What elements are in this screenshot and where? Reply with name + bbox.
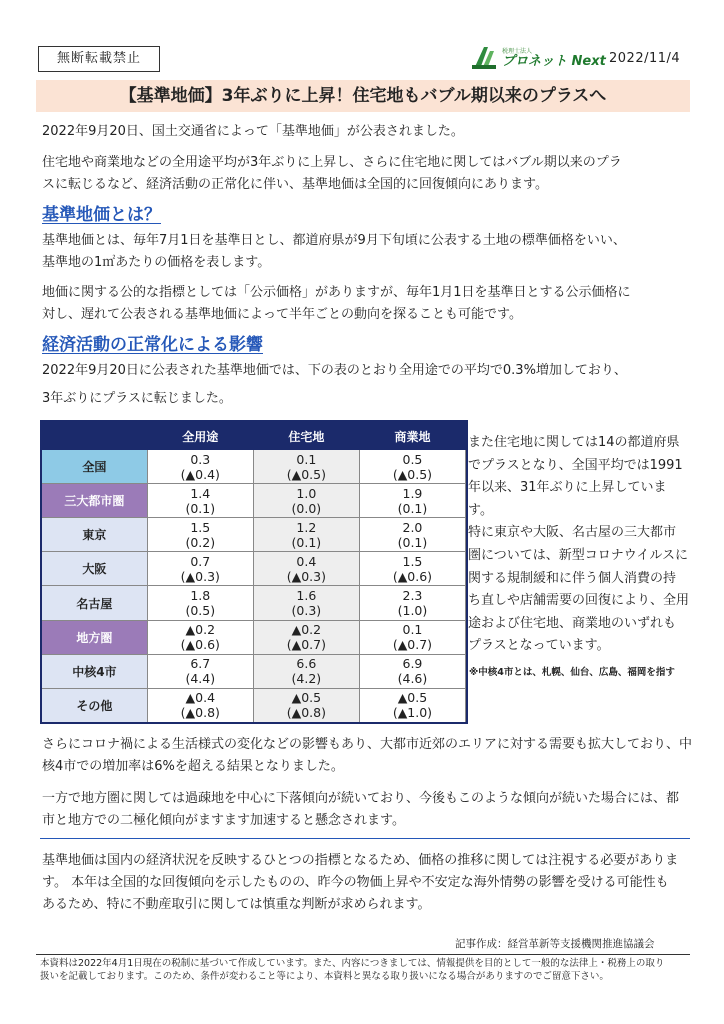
intro-paragraph-2: [42, 152, 702, 196]
table-cell: ▲0.5 (▲1.0): [359, 688, 465, 722]
table-cell: ▲0.4 (▲0.8): [147, 688, 253, 722]
side-line: また住宅地に関しては14の都道府県: [468, 435, 680, 450]
table-row: [42, 620, 466, 654]
row-label: 名古屋: [42, 586, 147, 620]
company-logo: [470, 44, 606, 72]
table-row: [42, 654, 466, 688]
article-author: 記事作成：経営革新等支援機関推進協議会: [455, 938, 655, 950]
row-label: 全国: [42, 450, 147, 484]
section1-p2-line1: 地価に関する公的な指標としては「公示価格」がありますが、毎年1月1日を基準日とする公示価格に: [42, 285, 631, 300]
row-label: 大阪: [42, 552, 147, 586]
conclusion-line1: 基準地価は国内の経済状況を反映するひとつの指標となるため、価格の推移に関しては注視する必要がありま: [42, 853, 679, 868]
side-line: でプラスとなり、全国平均では1991: [468, 457, 683, 473]
side-line: 圏については、新型コロナウイルスに: [468, 547, 688, 563]
section1-p1-line1: 基準地価とは、毎年7月1日を基準日とし、都道府県が9月下旬頃に公表する土地の標準価格をいい、: [42, 233, 626, 248]
intro-p2-line1: 住宅地や商業地などの全用途平均が3年ぶりに上昇し、さらに住宅地に関してはバブル期以来のプラ: [42, 155, 622, 170]
table-cell: ▲0.5 (▲0.8): [253, 688, 359, 722]
section2-p1-line2: 3年ぶりにプラスに転じました。: [42, 391, 232, 406]
after-paragraph-2: [42, 788, 702, 832]
section1-p2-line2: 対し、遅れて公表される基準地価によって半年ごとの動向を探ることも可能です。: [42, 307, 522, 322]
page-title: 【基準地価】3年ぶりに上昇！住宅地もバブル期以来のプラスへ: [36, 80, 690, 112]
after-p2-line2: 市と地方での二極化傾向がますます加速すると懸念されます。: [42, 813, 405, 828]
no-reproduction-stamp: 無断転載禁止: [38, 46, 160, 72]
table-cell: 0.1 (▲0.7): [359, 620, 465, 654]
section1-p1-line2: 基準地の1㎡あたりの価格を表します。: [42, 255, 271, 270]
table-cell: 0.4 (▲0.3): [253, 552, 359, 586]
table-cell: 1.5 (0.2): [147, 518, 253, 552]
disclaimer-line2: 扱いを記載しております。このため、条件が変わること等により、本資料と異なる取り扱いになる場合がありますのでご留意下さい。: [40, 971, 609, 982]
core-cities-note: ※中核4市とは、札幌、仙台、広島、福岡を指す: [469, 667, 675, 678]
section1-paragraph-2: [42, 282, 702, 326]
disclaimer: [40, 957, 690, 983]
table-cell: 1.4 (0.1): [147, 484, 253, 518]
table-row: [42, 518, 466, 552]
table-row: [42, 552, 466, 586]
footer-divider: [36, 954, 690, 955]
column-header-all-use: 全用途: [147, 422, 253, 450]
row-label: その他: [42, 688, 147, 722]
table-cell: 2.3 (1.0): [359, 586, 465, 620]
conclusion-line2: す。 本年は全国的な回復傾向を示したものの、昨今の物価上昇や不安定な海外情勢の影響を受ける可能性も: [42, 875, 669, 890]
column-header-residential: 住宅地: [253, 422, 359, 450]
after-p1-line1: さらにコロナ禍による生活様式の変化などの影響もあり、大都市近郊のエリアに対する需要も拡大しており、中: [42, 737, 693, 752]
table-cell: 6.9 (4.6): [359, 654, 465, 688]
section2-paragraph-1: [42, 360, 702, 410]
side-line: 関する規制緩和に伴う個人消費の持: [468, 570, 677, 586]
side-line: プラスとなっています。: [468, 638, 610, 654]
table-cell: ▲0.2 (▲0.6): [147, 620, 253, 654]
publish-date: 2022/11/4: [609, 51, 681, 66]
row-label: 地方圏: [42, 620, 147, 654]
table-cell: 1.9 (0.1): [359, 484, 465, 518]
intro-p2-line2: スに転じるなど、経済活動の正常化に伴い、基準地価は全国的に回復傾向にあります。: [42, 177, 548, 192]
disclaimer-line1: 本資料は2022年4月1日現在の税制に基づいて作成しています。また、内容につきましては、情報提供を目的として一般的な法律上・税務上の取り: [40, 958, 665, 969]
table-row: [42, 688, 466, 722]
conclusion-paragraph: [42, 850, 702, 916]
side-line: 途および住宅地、商業地のいずれも: [468, 615, 677, 631]
table-cell: ▲0.2 (▲0.7): [253, 620, 359, 654]
conclusion-line3: あるため、特に不動産取引に関しては慎重な判断が求められます。: [42, 897, 431, 912]
table-cell: 2.0 (0.1): [359, 518, 465, 552]
after-p2-line1: 一方で地方圏に関しては過疎地を中心に下落傾向が続いており、今後もこのような傾向が続いた場合には、都: [42, 791, 680, 806]
land-price-grid: [42, 422, 466, 722]
table-header-row: [42, 422, 466, 450]
table-cell: 1.2 (0.1): [253, 518, 359, 552]
section2-p1-line1: 2022年9月20日に公表された基準地価では、下の表のとおり全用途での平均で0.3%増加しており、: [42, 363, 627, 378]
logo-mark-icon: [470, 45, 498, 71]
after-p1-line2: 核4市での増加率は6%を超える結果となりました。: [42, 759, 344, 774]
land-price-table: [40, 420, 468, 724]
logo-subtitle: 税理士法人: [502, 47, 533, 55]
table-cell: 0.3 (▲0.4): [147, 450, 253, 484]
table-cell: 0.1 (▲0.5): [253, 450, 359, 484]
table-cell: 0.7 (▲0.3): [147, 552, 253, 586]
logo-name: プロネット Next: [502, 53, 606, 69]
table-cell: 6.6 (4.2): [253, 654, 359, 688]
section-heading-economic-normalization: 経済活動の正常化による影響: [42, 335, 263, 355]
row-label: 三大都市圏: [42, 484, 147, 518]
table-cell: 1.8 (0.5): [147, 586, 253, 620]
section1-paragraph-1: [42, 230, 702, 274]
table-cell: 6.7 (4.4): [147, 654, 253, 688]
section-divider: [40, 838, 690, 839]
table-cell: 0.5 (▲0.5): [359, 450, 465, 484]
table-row: [42, 450, 466, 484]
side-line: ち直しや店舗需要の回復により、全用: [468, 593, 690, 609]
side-line: 特に東京や大阪、名古屋の三大都市: [468, 525, 677, 541]
intro-paragraph-1: 2022年9月20日、国土交通省によって「基準地価」が公表されました。: [42, 124, 464, 139]
table-cell: 1.6 (0.3): [253, 586, 359, 620]
column-header-commercial: 商業地: [359, 422, 465, 450]
table-cell: 1.0 (0.0): [253, 484, 359, 518]
table-cell: 1.5 (▲0.6): [359, 552, 465, 586]
row-label: 東京: [42, 518, 147, 552]
table-row: [42, 484, 466, 518]
after-paragraph-1: [42, 734, 702, 778]
side-paragraph: [468, 432, 690, 658]
row-label: 中核4市: [42, 654, 147, 688]
table-row: [42, 586, 466, 620]
table-corner-cell: [42, 422, 147, 450]
side-line: 年以来、31年ぶりに上昇しています。: [468, 480, 667, 518]
section-heading-kijun-chika: 基準地価とは？: [42, 205, 161, 225]
